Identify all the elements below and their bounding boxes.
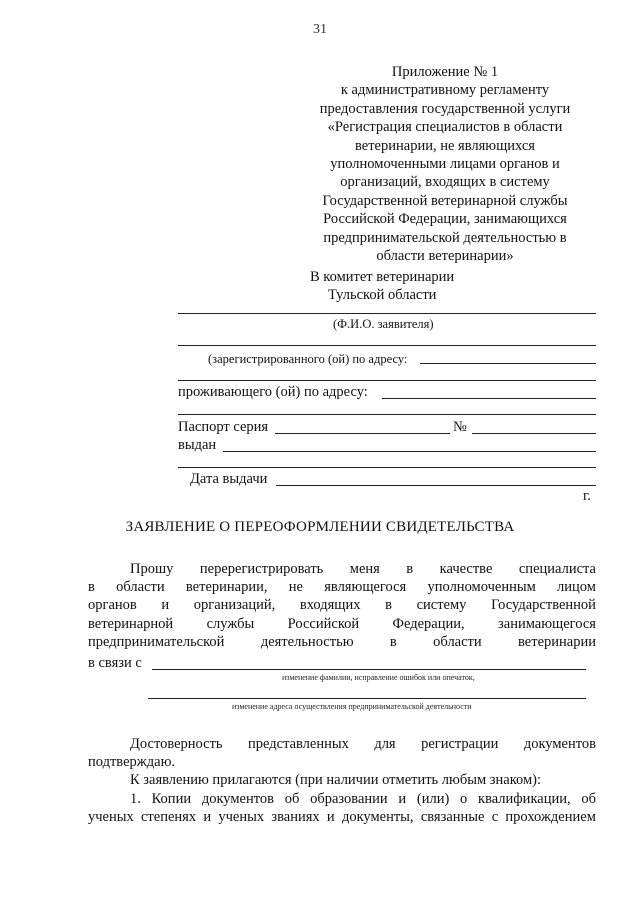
appendix-line: уполномоченными лицами органов и	[330, 156, 560, 173]
word: Достоверность	[130, 736, 223, 752]
appendix-line: организаций, входящих в систему	[340, 174, 550, 191]
word: прохождением	[505, 808, 596, 825]
fio-line-2[interactable]	[178, 345, 596, 346]
appendix-line: Приложение № 1	[391, 64, 499, 80]
word: Российской	[287, 615, 360, 632]
appendix-line: Российской Федерации, занимающихся	[323, 211, 567, 228]
word: Федерации,	[392, 615, 465, 632]
word: связанные	[420, 808, 485, 825]
word: специалиста	[518, 561, 596, 577]
page-number: 31	[313, 22, 327, 37]
living-address-label: проживающего (ой) по адресу:	[178, 384, 368, 400]
issued-by-label: выдан	[178, 437, 217, 453]
appendix-line: Государственной ветеринарной службы	[322, 192, 568, 209]
word: службы	[206, 615, 255, 632]
word: Прошу	[130, 561, 174, 577]
reason-hint-2: изменение адреса осуществления предпринимательской деятельности	[232, 702, 472, 711]
living-address-line-2[interactable]	[178, 414, 596, 415]
word: регистрации	[421, 736, 499, 752]
appendix-line: ветеринарии, не являющихся	[355, 137, 535, 154]
word: ветеринарной	[88, 615, 174, 632]
word: и	[326, 808, 335, 825]
word: перерегистрировать	[199, 561, 324, 577]
appendix-line: к административному регламенту	[340, 82, 550, 99]
request-line	[88, 633, 596, 651]
word: документы,	[341, 808, 414, 825]
word: и	[398, 790, 407, 807]
request-line	[88, 615, 596, 633]
word: в	[385, 597, 392, 614]
word: ученых	[218, 808, 265, 825]
word: 1.	[130, 790, 141, 807]
issue-date-label: Дата выдачи	[190, 471, 268, 487]
issue-date-line[interactable]	[276, 485, 596, 486]
appendix-block	[295, 63, 595, 265]
attachments-intro: К заявлению прилагаются (при наличии отметить любым знаком):	[130, 772, 542, 789]
word: об	[284, 790, 300, 807]
word: представленных	[248, 736, 349, 752]
addressee	[310, 268, 454, 304]
word: Государственной	[491, 597, 596, 614]
number-sign: №	[453, 419, 467, 435]
word: Копии	[151, 790, 192, 807]
word: лицом	[557, 579, 596, 596]
word: ученых	[88, 808, 134, 825]
word: о	[460, 790, 468, 807]
word: меня	[349, 561, 380, 577]
word: уполномоченным	[427, 579, 536, 596]
reason-hint-1: изменение фамилии, исправление ошибок или опечаток,	[282, 673, 475, 682]
word: занимающегося	[498, 615, 596, 632]
living-address-line[interactable]	[382, 398, 596, 399]
reason-prefix: в связи с	[88, 655, 142, 671]
word: не	[288, 579, 303, 596]
registered-address-line-2[interactable]	[178, 380, 596, 381]
request-line	[88, 578, 596, 596]
word: качестве	[439, 561, 493, 577]
word: систему	[416, 597, 467, 614]
fio-caption: (Ф.И.О. заявителя)	[333, 317, 434, 331]
issued-by-line[interactable]	[223, 451, 596, 452]
word: для	[374, 736, 396, 752]
appendix-line: области ветеринарии»	[376, 248, 514, 265]
passport-series-label: Паспорт серия	[178, 419, 269, 435]
passport-number-line[interactable]	[472, 433, 596, 434]
word: (или)	[416, 790, 450, 807]
fio-line[interactable]	[178, 313, 596, 314]
city-suffix: г.	[583, 488, 591, 504]
item-line	[88, 808, 596, 826]
addressee-line: Тульской области	[328, 287, 437, 303]
request-line	[88, 560, 596, 578]
word: являющегося	[324, 579, 407, 596]
word: документов	[201, 790, 274, 807]
word: документов	[523, 736, 596, 752]
word: образовании	[310, 790, 388, 807]
word: с	[491, 808, 499, 825]
word: степенях	[141, 808, 197, 825]
word: и	[161, 597, 170, 614]
word: области	[433, 633, 482, 650]
reason-line-2[interactable]	[148, 698, 586, 699]
word: об	[581, 790, 596, 807]
word: в	[389, 633, 397, 650]
word: в	[88, 579, 95, 596]
word: ветеринарии,	[185, 579, 268, 596]
appendix-line: предоставления государственной услуги	[319, 100, 571, 117]
word: организаций,	[193, 597, 276, 614]
word: области	[116, 579, 165, 596]
passport-series-line[interactable]	[275, 433, 450, 434]
word: входящих	[299, 597, 361, 614]
word: в	[406, 561, 414, 577]
confirmation-paragraph	[88, 735, 596, 826]
request-paragraph	[88, 560, 596, 651]
registered-address-label: (зарегистрированного (ой) по адресу:	[208, 352, 408, 366]
request-line	[88, 596, 596, 614]
confirm-line	[88, 735, 596, 753]
word: ветеринарии	[518, 633, 596, 650]
word: предпринимательской	[88, 633, 225, 650]
confirm-tail: подтверждаю.	[88, 754, 176, 771]
document-title: ЗАЯВЛЕНИЕ О ПЕРЕОФОРМЛЕНИИ СВИДЕТЕЛЬСТВА	[125, 519, 515, 535]
registered-address-line[interactable]	[420, 363, 596, 364]
word: деятельностью	[260, 633, 354, 650]
word: и	[203, 808, 212, 825]
item-line	[88, 790, 596, 808]
word: званиях	[271, 808, 320, 825]
appendix-line: «Регистрация специалистов в области	[327, 119, 563, 136]
word: квалификации,	[478, 790, 571, 807]
addressee-line: В комитет ветеринарии	[310, 269, 455, 285]
appendix-line: предпринимательской деятельностью в	[323, 229, 567, 246]
reason-line[interactable]	[152, 669, 586, 670]
issued-by-line-2[interactable]	[178, 467, 596, 468]
word: органов	[88, 597, 137, 614]
